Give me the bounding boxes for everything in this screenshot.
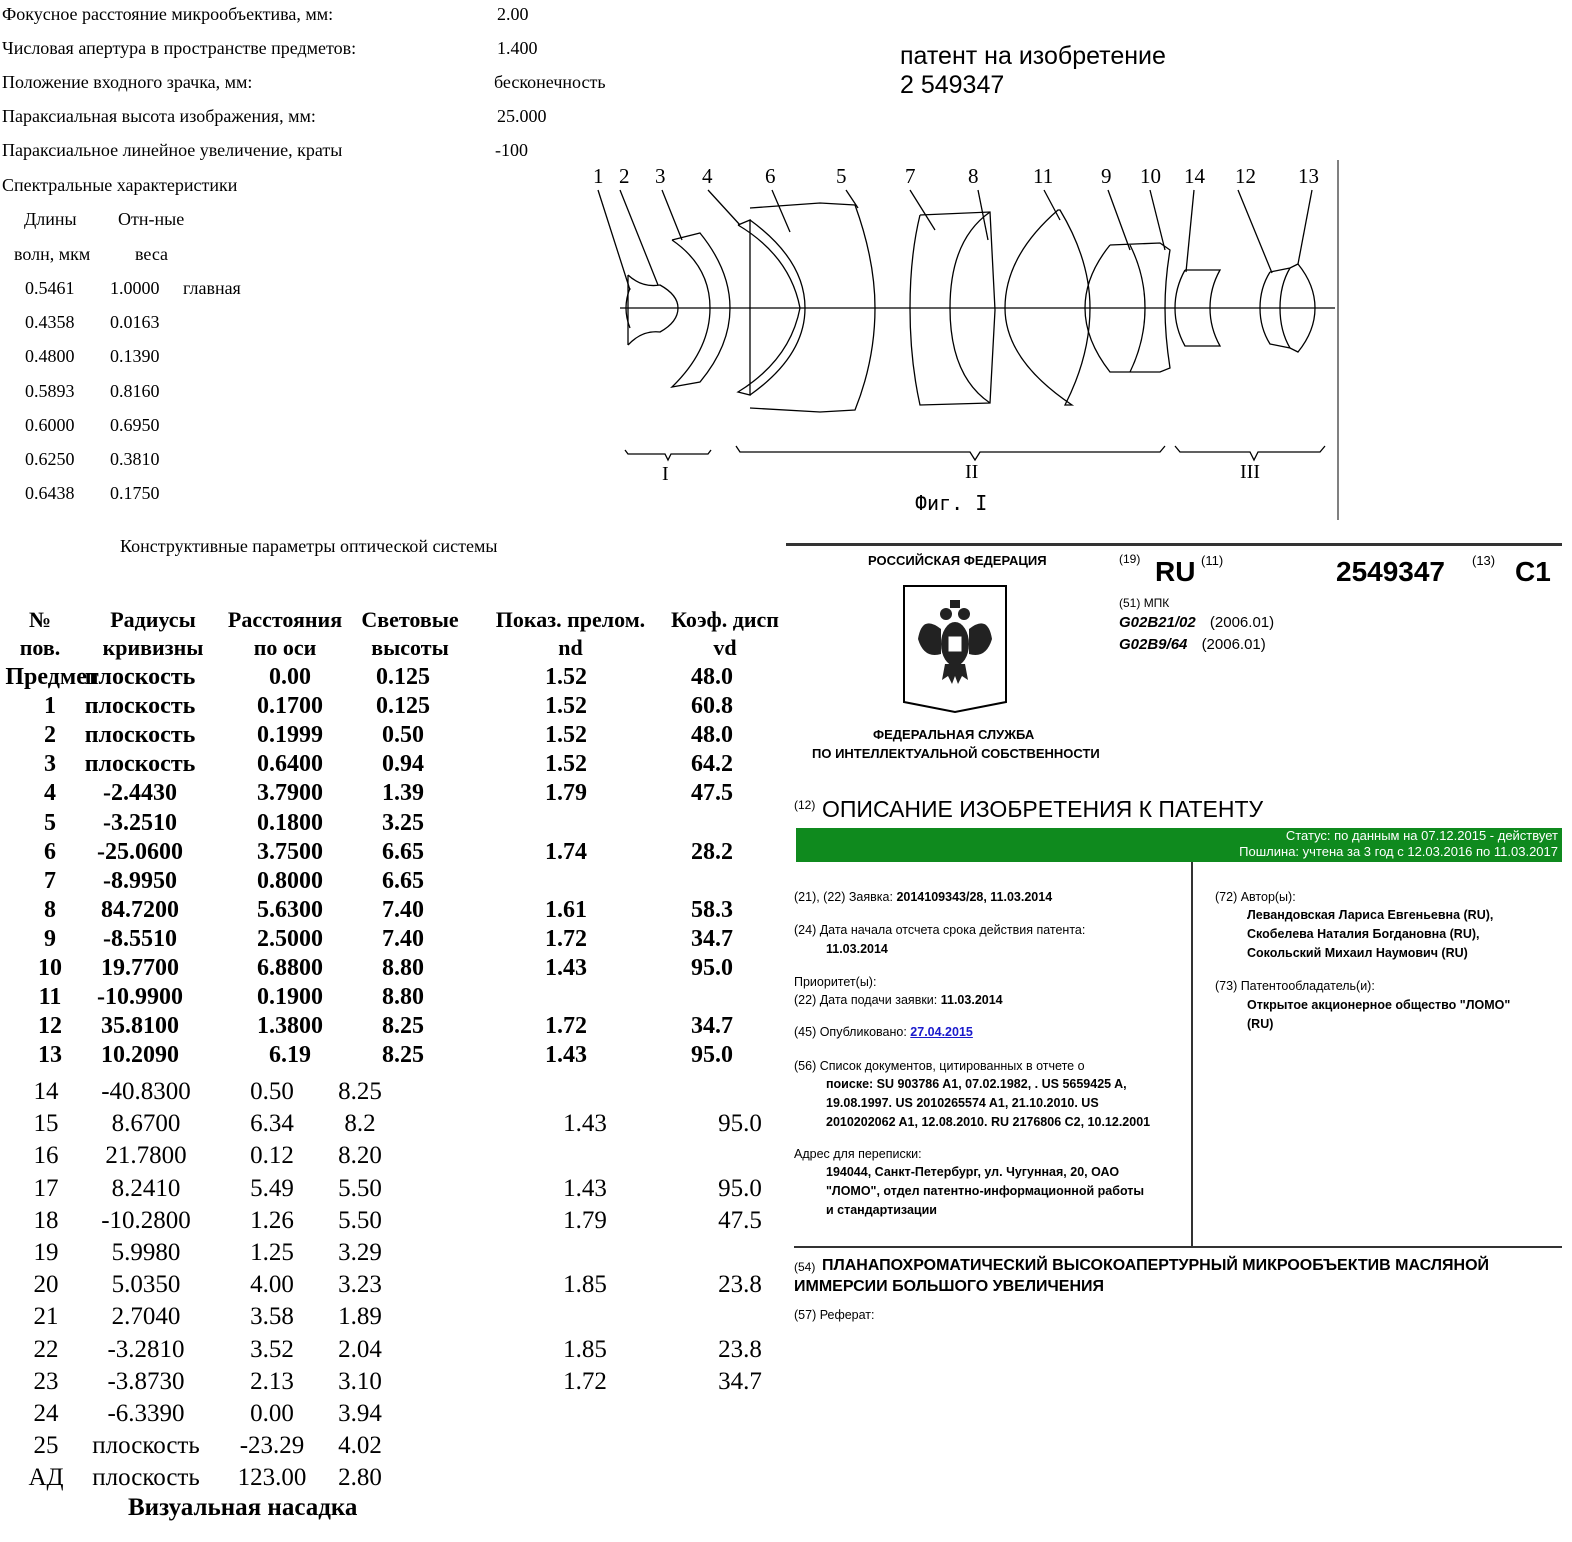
aperture-label: Числовая апертура в пространстве предметов: (2, 38, 357, 58)
table-cell: 6.34 (250, 1110, 294, 1138)
table-cell: 2.7040 (111, 1303, 181, 1331)
table-cell: 5.6300 (257, 896, 323, 923)
author-3: Сокольский Михаил Наумович (RU) (1247, 946, 1468, 960)
table-cell: 0.1900 (257, 984, 323, 1011)
spectral-wavelength: 0.6250 (25, 449, 75, 469)
spectral-weight: 0.0163 (110, 312, 160, 333)
table-cell: -10.9900 (97, 984, 183, 1011)
table-cell: 4.00 (250, 1271, 294, 1299)
table-header-line2: nd (558, 635, 583, 660)
table-cell: 8.80 (382, 984, 424, 1011)
ipc-1-class: G02B21/02 (1119, 614, 1196, 631)
table-cell: 3.25 (382, 809, 424, 836)
table-cell: 7 (44, 867, 56, 894)
code-11: (11) (1201, 553, 1224, 568)
table-cell: 95.0 (718, 1110, 762, 1138)
table-cell: 84.7200 (101, 896, 179, 923)
table-cell: 3.23 (338, 1271, 382, 1299)
table-cell: 8.25 (382, 1013, 424, 1040)
table-header-line1: № (28, 607, 52, 632)
figure-label-4: 4 (702, 164, 713, 188)
table-cell: 1.61 (545, 896, 587, 923)
table-cell: -8.5510 (103, 925, 177, 952)
mpk-code (1119, 596, 1169, 610)
spectral-wavelength: 0.6000 (25, 414, 75, 435)
table-cell: 21.7800 (105, 1142, 187, 1170)
table-cell: 3.58 (250, 1303, 294, 1331)
figure-label-10: 10 (1140, 164, 1161, 188)
table-cell: 34.7 (691, 925, 733, 952)
table-cell: Предмет (5, 664, 99, 690)
table-header-line2: высоты (371, 635, 449, 660)
table-cell: 24 (33, 1400, 59, 1427)
leader-7 (910, 190, 935, 230)
table-cell: 5.49 (250, 1174, 294, 1202)
table-cell: 4.02 (338, 1432, 382, 1460)
table-cell: 0.00 (250, 1400, 294, 1427)
spectral-wavelength: 0.4358 (25, 312, 75, 333)
table-cell: 5.50 (338, 1206, 382, 1234)
term-start-value: 11.03.2014 (826, 942, 888, 956)
pupil-value: бесконечность (494, 72, 606, 92)
publication (794, 1025, 973, 1039)
table-cell: 3.94 (338, 1400, 382, 1427)
cited-line-1: поиске: SU 903786 A1, 07.02.1982, . US 5659425 A, (826, 1077, 1127, 1091)
table-cell: 0.12 (250, 1142, 294, 1170)
table-cell: 1.89 (338, 1303, 382, 1331)
lens-3 (672, 233, 730, 387)
patent-bottom-rule (794, 1246, 1562, 1248)
table-cell: 2.13 (250, 1367, 294, 1395)
holder-line-2: (RU) (1247, 1017, 1274, 1031)
magnification-label: Параксиальное линейное увеличение, краты (2, 140, 343, 160)
agency-line2: ПО ИНТЕЛЛЕКТУАЛЬНОЙ СОБСТВЕННОСТИ (812, 746, 1100, 761)
table-cell: плоскость (84, 751, 196, 778)
table-cell: 1.52 (545, 664, 587, 690)
ipc-2-version: (2006.01) (1201, 636, 1266, 653)
figure-caption: Фиг. I (915, 491, 988, 515)
table-cell: 0.1999 (257, 722, 323, 749)
table-cell: 1.43 (563, 1174, 607, 1202)
table-cell: 123.00 (237, 1464, 307, 1492)
table-footer: Визуальная насадка (128, 1494, 358, 1521)
ipc-2-class: G02B9/64 (1119, 636, 1188, 653)
focal-length-value: 2.00 (497, 4, 529, 24)
leader-2 (620, 190, 658, 285)
figure-label-9: 9 (1101, 164, 1112, 188)
table-header-col-3 (360, 606, 460, 662)
table-header-line1: Показ. прелом. (495, 607, 646, 632)
figure-label-14: 14 (1184, 164, 1205, 188)
author-2: Скобелева Наталия Богдановна (RU), (1247, 927, 1480, 941)
spectral-wavelength: 0.5461 (25, 278, 75, 298)
figure-label-11: 11 (1033, 164, 1054, 188)
table-cell: 1.72 (545, 925, 587, 952)
leader-4 (708, 190, 740, 225)
spectral-weight: 0.3810 (110, 449, 160, 469)
table-cell: 47.5 (718, 1206, 762, 1234)
table-cell: плоскость (84, 722, 196, 749)
figure-label-7: 7 (905, 164, 916, 188)
group-label-2: II (965, 461, 979, 483)
table-cell: 1.79 (545, 780, 587, 807)
table-cell: -3.2810 (107, 1335, 185, 1363)
table-cell: -8.9950 (103, 867, 177, 894)
table-cell: 3.7900 (257, 780, 323, 807)
invention-title-line2: ИММЕРСИИ БОЛЬШОГО УВЕЛИЧЕНИЯ (794, 1278, 1105, 1295)
ipc-1-version: (2006.01) (1209, 614, 1275, 631)
figure-label-6: 6 (765, 164, 776, 188)
table-header-line2: пов. (19, 635, 61, 660)
patent-heading-line2: 2 549347 (900, 71, 1005, 99)
application-value: 2014109343/28, 11.03.2014 (896, 890, 1053, 904)
table-cell: 14 (33, 1078, 59, 1105)
table-cell: 19.7700 (101, 955, 179, 981)
table-cell: 23 (33, 1367, 59, 1395)
spectral-col2-header2: веса (135, 244, 169, 264)
table-cell: 95.0 (691, 1042, 733, 1069)
table-cell: 35.8100 (101, 1013, 179, 1040)
patent-heading (900, 42, 1166, 100)
table-cell: 1.72 (545, 1013, 587, 1040)
table-cell: плоскость (84, 664, 196, 690)
table-cell: 1.52 (545, 751, 587, 778)
table-cell: 21 (33, 1303, 59, 1331)
patent-country: РОССИЙСКАЯ ФЕДЕРАЦИЯ (868, 553, 1047, 568)
spectral-weight: 0.1750 (110, 483, 160, 504)
table-cell: 0.00 (269, 664, 311, 690)
ipc-1 (1119, 614, 1274, 631)
table-title: Конструктивные параметры оптической системы (120, 536, 498, 556)
table-cell: плоскость (92, 1432, 200, 1460)
table-cell: 12 (38, 1013, 62, 1040)
figure-label-3: 3 (655, 164, 666, 188)
table-cell: 95.0 (718, 1174, 762, 1202)
table-cell: 6.19 (269, 1042, 311, 1069)
table-cell: 0.125 (376, 693, 430, 720)
focal-length-label: Фокусное расстояние микрообъектива, мм: (2, 4, 334, 24)
table-cell: -40.8300 (101, 1078, 191, 1105)
table-cell: 48.0 (691, 722, 733, 749)
table-cell: 15 (33, 1110, 59, 1138)
table-header-col-5 (660, 606, 790, 662)
spectral-col1-header2: волн, мкм (14, 244, 91, 264)
magnification-value: -100 (495, 140, 528, 160)
table-cell: плоскость (92, 1464, 200, 1492)
table-cell: 25 (33, 1432, 59, 1460)
table-cell: 4 (44, 780, 56, 807)
column-divider (1191, 862, 1193, 1248)
leader-10 (1150, 190, 1165, 250)
table-cell: -6.3390 (107, 1400, 185, 1427)
table-cell: 9 (44, 925, 56, 952)
leader-14 (1186, 190, 1194, 272)
table-cell: 1.43 (545, 955, 587, 981)
spectral-weight: 0.6950 (110, 414, 160, 435)
table-cell: плоскость (84, 693, 196, 720)
publication-label: (45) Опубликовано: (794, 1025, 907, 1039)
spectral-wavelength: 0.4800 (25, 346, 75, 367)
table-cell: 5.9980 (111, 1239, 181, 1266)
table-cell: 8.2410 (111, 1174, 181, 1202)
spectral-note: главная (183, 278, 241, 298)
table-cell: 1.25 (250, 1239, 294, 1266)
table-cell: 1.26 (250, 1206, 294, 1234)
doc-title: ОПИСАНИЕ ИЗОБРЕТЕНИЯ К ПАТЕНТУ (822, 796, 1264, 822)
table-header-line1: Коэф. дисп (671, 607, 779, 632)
table-cell: 0.1800 (257, 809, 323, 836)
table-cell: 1.43 (545, 1042, 587, 1069)
holder-label: (73) Патентообладатель(и): (1215, 979, 1375, 993)
address-line-2: "ЛОМО", отдел патентно-информационной работы (826, 1184, 1145, 1198)
term-start-label: (24) Дата начала отсчета срока действия патента: (794, 923, 1086, 937)
pupil-label: Положение входного зрачка, мм: (2, 72, 253, 92)
table-cell: 2.04 (338, 1335, 382, 1363)
figure-label-13: 13 (1298, 164, 1319, 188)
table-cell: 20 (33, 1271, 59, 1299)
leader-13 (1298, 190, 1312, 264)
table-cell: 34.7 (718, 1367, 762, 1395)
table-cell: 0.50 (382, 722, 424, 749)
table-cell: 5.0350 (111, 1271, 181, 1299)
priority-label: Приоритет(ы): (794, 975, 877, 989)
group-brace-3 (1175, 446, 1325, 460)
table-cell: 1.39 (382, 780, 424, 807)
application (794, 890, 1052, 904)
table-cell: 64.2 (691, 751, 733, 778)
table-header-line1: Световые (361, 607, 459, 632)
spectral-weight: 1.0000 (110, 278, 160, 298)
authors-label: (72) Автор(ы): (1215, 890, 1296, 904)
spectral-weight: 0.1390 (110, 346, 160, 367)
leader-12 (1238, 190, 1272, 273)
code-13: (13) (1472, 553, 1496, 568)
table-cell: 7.40 (382, 896, 424, 923)
table-cell: 34.7 (691, 1013, 733, 1040)
invention-title-line1: ПЛАНАПОХРОМАТИЧЕСКИЙ ВЫСОКОАПЕРТУРНЫЙ МИКРООБЪЕКТИВ МАСЛЯНОЙ (822, 1257, 1490, 1274)
table-cell: 1.3800 (257, 1013, 323, 1040)
holder-line-1: Открытое акционерное общество "ЛОМО" (1247, 998, 1511, 1012)
filing-label: (22) Дата подачи заявки: (794, 993, 938, 1007)
table-cell: 11 (38, 984, 62, 1011)
spectral-wavelength: 0.5893 (25, 380, 75, 401)
table-header-col-2 (220, 606, 350, 662)
filing-date (794, 993, 1003, 1007)
table-cell: 8.25 (382, 1042, 424, 1069)
table-cell: 47.5 (691, 780, 733, 807)
group-brace-1 (625, 450, 711, 460)
table-cell: 1.74 (545, 838, 587, 865)
table-cell: 6.65 (382, 867, 424, 894)
table-cell: 8 (44, 896, 56, 923)
spectral-title: Спектральные характеристики (2, 175, 238, 195)
table-cell: 1.85 (563, 1271, 607, 1299)
table-cell: 6 (44, 838, 56, 865)
table-cell: АД (28, 1464, 64, 1492)
table-cell: 1.52 (545, 693, 587, 720)
table-cell: 1.72 (563, 1367, 607, 1395)
table-cell: 3.10 (338, 1367, 382, 1395)
ipc-2 (1119, 636, 1266, 653)
mpk-label: МПК (1143, 596, 1170, 610)
table-cell: 28.2 (691, 838, 733, 865)
patent-number: 2549347 (1336, 556, 1446, 587)
table-cell: -10.2800 (101, 1206, 191, 1234)
cited-line-2: 19.08.1997. US 2010265574 A1, 21.10.2010. US (826, 1096, 1099, 1110)
mpk-code-num: (51) (1119, 596, 1141, 610)
table-cell: 22 (33, 1335, 59, 1363)
table-cell: 2.80 (338, 1464, 382, 1492)
table-header-line1: Расстояния (227, 607, 343, 632)
table-cell: 0.6400 (257, 751, 323, 778)
title-code: (54) (794, 1260, 816, 1274)
table-cell: 6.8800 (257, 955, 323, 981)
table-header-line1: Радиусы (110, 607, 196, 632)
image-height-value: 25.000 (497, 106, 547, 126)
figure-label-8: 8 (968, 164, 979, 188)
address-line-1: 194044, Санкт-Петербург, ул. Чугунная, 20, ОАО (826, 1165, 1120, 1179)
table-cell: 8.2 (344, 1110, 376, 1138)
table-cell: -25.0600 (97, 838, 183, 865)
cited-line-3: 2010202062 A1, 12.08.2010. RU 2176806 C2, 10.12.2001 (826, 1115, 1151, 1129)
application-label: (21), (22) Заявка: (794, 890, 893, 904)
table-cell: 8.25 (338, 1078, 382, 1105)
table-cell: -3.2510 (103, 809, 177, 836)
figure-label-12: 12 (1235, 164, 1256, 188)
doc-code: (12) (794, 798, 816, 812)
table-cell: 2 (44, 722, 56, 749)
figure-label-2: 2 (619, 164, 630, 188)
coat-of-arms-emblem (902, 584, 1008, 714)
image-height-label: Параксиальная высота изображения, мм: (2, 106, 316, 126)
group-label-3: III (1240, 461, 1260, 483)
table-cell: 19 (33, 1239, 59, 1266)
spectral-weight: 0.8160 (110, 380, 160, 401)
country-code-ru: RU (1155, 556, 1196, 587)
figure-label-1: 1 (593, 164, 604, 188)
table-cell: 60.8 (691, 693, 733, 720)
table-cell: 8.6700 (111, 1110, 181, 1138)
table-cell: 0.50 (250, 1078, 294, 1105)
address-line-3: и стандартизации (826, 1203, 937, 1217)
spectral-col2-header: Отн-ные (118, 209, 185, 229)
leader-6 (772, 190, 790, 232)
table-cell: 1.43 (563, 1110, 607, 1138)
table-cell: 23.8 (718, 1271, 762, 1299)
group-brace-2 (736, 446, 1165, 460)
table-cell: 3.29 (338, 1239, 382, 1266)
leader-1 (598, 190, 630, 290)
status-line2: Пошлина: учтена за 3 год с 12.03.2016 по 11.03.2017 (1239, 844, 1558, 859)
status-bar (796, 828, 1562, 862)
group-label-1: I (662, 463, 669, 485)
table-cell: 16 (33, 1142, 59, 1170)
table-cell: 0.125 (376, 664, 430, 690)
table-cell: 17 (33, 1174, 59, 1202)
table-cell: 48.0 (691, 664, 733, 690)
table-cell: 18 (33, 1206, 59, 1234)
table-cell: 1.52 (545, 722, 587, 749)
table-cell: 3.7500 (257, 838, 323, 865)
filing-value: 11.03.2014 (940, 993, 1003, 1007)
figure-label-5: 5 (836, 164, 847, 188)
table-cell: 1.79 (563, 1206, 607, 1234)
lens-1-2 (628, 275, 678, 345)
table-cell: 95.0 (691, 955, 733, 981)
agency-line1: ФЕДЕРАЛЬНАЯ СЛУЖБА (873, 727, 1035, 742)
table-cell: 5.50 (338, 1174, 382, 1202)
publication-date-link[interactable]: 27.04.2015 (910, 1025, 973, 1039)
spectral-col1-header: Длины (24, 209, 77, 229)
aperture-value: 1.400 (497, 38, 538, 58)
table-header-col-4 (488, 606, 653, 662)
patent-heading-line1: патент на изобретение (900, 42, 1166, 70)
table-header-col-1 (98, 606, 208, 662)
address-label: Адрес для переписки: (794, 1147, 922, 1161)
table-cell: 8.20 (338, 1142, 382, 1170)
spectral-wavelength: 0.6438 (25, 483, 75, 504)
table-cell: 7.40 (382, 925, 424, 952)
table-cell: 10.2090 (101, 1042, 179, 1069)
table-cell: -3.8730 (107, 1367, 185, 1395)
table-cell: 0.94 (382, 751, 424, 778)
table-cell: -2.4430 (103, 780, 177, 807)
table-cell: 1.85 (563, 1335, 607, 1363)
table-header-line2: кривизны (102, 635, 204, 660)
leader-9 (1108, 190, 1130, 250)
table-cell: 0.8000 (257, 867, 323, 894)
code-19: (19) (1119, 552, 1141, 566)
leader-3 (662, 190, 682, 240)
table-cell: 3 (44, 751, 56, 778)
cited-label: (56) Список документов, цитированных в отчете о (794, 1059, 1085, 1073)
table-cell: 58.3 (691, 896, 733, 923)
table-header-line2: по оси (253, 635, 317, 660)
table-cell: 6.65 (382, 838, 424, 865)
patent-top-rule (786, 543, 1562, 546)
table-cell: 5 (44, 809, 56, 836)
status-line1: Статус: по данным на 07.12.2015 - действует (1285, 828, 1558, 843)
patent-kind: C1 (1515, 556, 1551, 587)
table-cell: 0.1700 (257, 693, 323, 720)
table-header-line2: vd (713, 635, 737, 660)
author-1: Левандовская Лариса Евгеньевна (RU), (1247, 908, 1494, 922)
table-header-col-0 (5, 606, 75, 662)
table-cell: 8.80 (382, 955, 424, 981)
table-cell: 1 (44, 693, 56, 720)
table-cell: 10 (38, 955, 62, 981)
abstract-label: (57) Реферат: (794, 1308, 875, 1322)
table-cell: 23.8 (718, 1335, 762, 1363)
table-cell: -23.29 (239, 1432, 305, 1460)
table-cell: 3.52 (250, 1335, 294, 1363)
table-cell: 13 (38, 1042, 62, 1069)
table-cell: 2.5000 (257, 925, 323, 952)
